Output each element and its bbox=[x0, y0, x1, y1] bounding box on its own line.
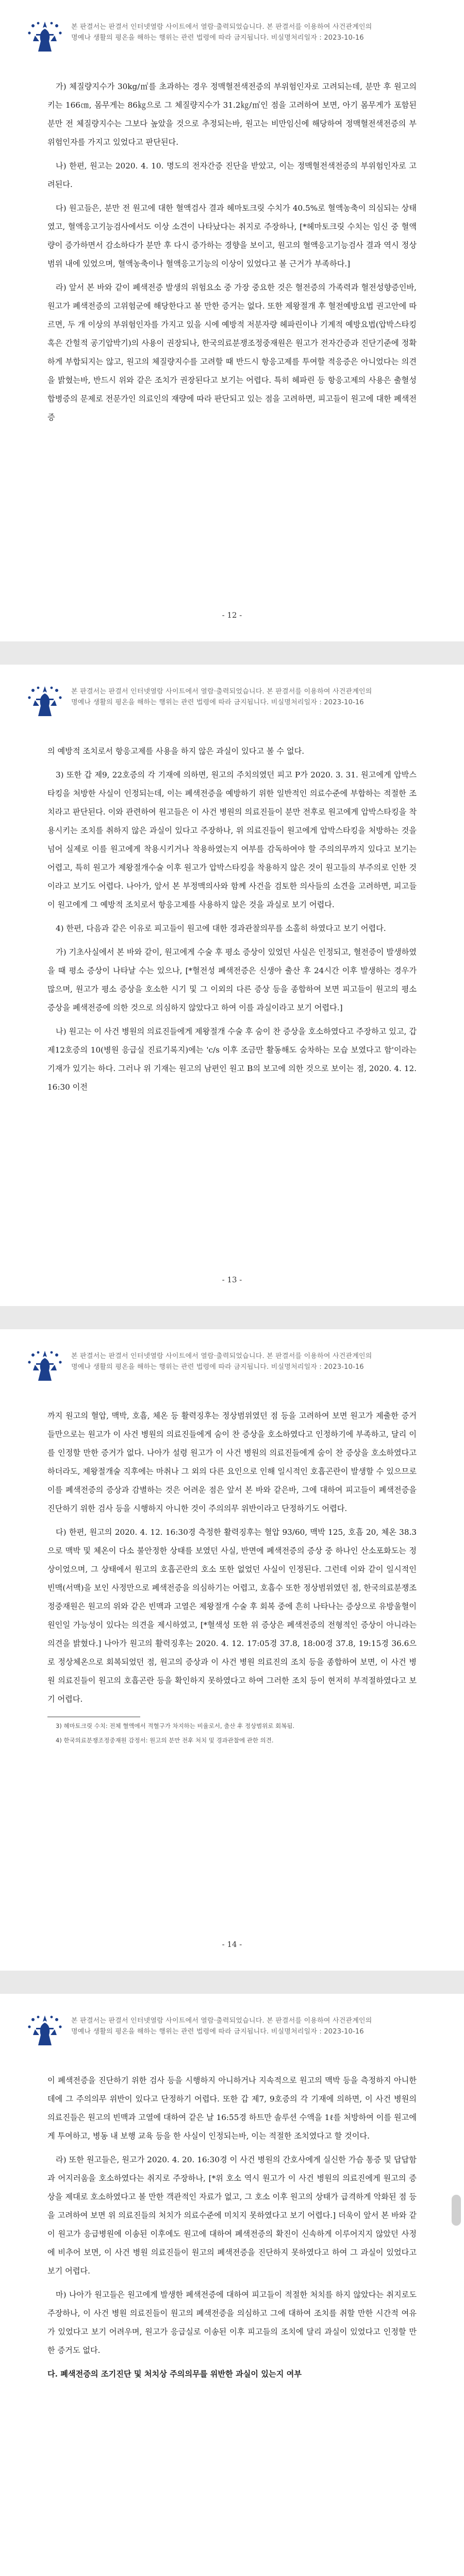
document-page bbox=[0, 0, 464, 641]
paragraph: 이 폐색전증을 진단하기 위한 검사 등을 시행하지 아니하거나 지속적으로 원고의 맥박 등을 측정하지 아니한 데에 그 주의의무 위반이 있다고 단정하기 어렵다. 또한 갑 제7, 9호증의 각 기재에 의하면, 이 사건 병원의 의료진들은 원고의 빈맥과 고열에 대하여 같은 날 16:55경 하트만 솔루션 수액을 1ℓ를 처방하여 이를 원고에게 투여하고, 병동 내 보행 교육 등을 한 사실이 인정되는바, 이는 적절한 조치였다고 할 것이다. bbox=[47, 2076, 417, 2141]
page-header bbox=[25, 683, 439, 719]
page-divider bbox=[0, 1971, 464, 1994]
notice-line-2: 명예나 생활의 평온을 해하는 행위는 관련 법령에 따라 금지됩니다. 비실명처리일자 : 2023-10-16 bbox=[71, 34, 364, 42]
paragraph: 다) 한편, 원고의 2020. 4. 12. 16:30경 측정한 활력징후는 혈압 93/60, 맥박 125, 호흡 20, 체온 38.3으로 맥박 및 체온이 다소 불안정한 상태를 보였던 사실, 반면에 폐색전증의 증상 중 하나인 산소포화도는 정상이었으며, 그 상태에서 원고의 호흡곤란의 호소 또한 없었던 사실이 인정된다. 그런데 이와 같이 일시적인 빈맥(서맥)을 보인 사정만으로 폐색전증을 의심하기는 어렵고, 호흡수 또한 정상범위였던 점, 한국의료분쟁조정중재원은 원고의 위와 같은 빈맥과 고열은 제왕절개 수술 후 회복 중에 흔히 나타나는 증상으로 유방울혈이 원인일 가능성이 있다는 의견을 제시하였고, [*혈색성 또한 위 증상은 폐색전증의 전형적인 증상이 아니라는 의견을 밝혔다.] 나아가 원고의 활력징후는 2020. 4. 12. 17:05경 37.8, 18:00경 37.8, 19:15경 36.6으로 정상체온으로 회복되었던 점, 원고의 증상과 이 사건 병원 의료진의 조치 등을 종합하여 보면, 이 사건 병원 의료진들이 원고의 호흡곤란 등을 확인하지 못하였다고 하여 그러한 조치 등이 현저히 부적절하였다고 보기 어렵다. bbox=[47, 1528, 417, 1704]
court-logo-icon bbox=[25, 2012, 65, 2048]
paragraph: 3) 또한 갑 제9, 22호증의 각 기재에 의하면, 원고의 주치의였던 피고 P가 2020. 3. 31. 원고에게 압박스타킹을 처방한 사실이 인정되는데, 이는 폐색전증을 예방하기 위한 일반적인 의료수준에 부합하는 적절한 조치라고 판단된다. 이와 관련하여 원고들은 이 사건 병원의 의료진들이 분만 전후로 원고에게 압박스타킹을 착용시키는 조치를 취하지 않은 과실이 있다고 주장하나, 위 의료진들이 원고에게 압박스타킹을 처방하는 것을 넘어 실제로 이를 원고에게 착용시키거나 착용하였는지 여부를 감독하여야 할 주의의무까지 있다고 보기는 어렵고, 특히 원고가 제왕절개수술 이후 원고가 압박스타킹을 착용하지 않은 것이 원고들의 부주의로 인한 것이라고 보기도 어렵다. 나아가, 앞서 본 부정맥의사와 함께 사건을 검토한 의사들의 소견을 고려하면, 피고들이 원고에게 그 예방적 조치로서 항응고제를 사용하지 않은 것을 과실로 보기 어렵다. bbox=[47, 770, 417, 909]
notice-line-1: 본 판결서는 판결서 인터넷열람 사이트에서 열람·출력되었습니다. 본 판결서를 이용하여 사건관계인의 bbox=[71, 688, 372, 696]
paragraph: 가) 체질량지수가 30kg/㎡를 초과하는 경우 정맥혈전색전증의 부위험인자로 고려되는데, 분만 후 원고의 키는 166㎝, 몸무게는 86㎏으로 그 체질량지수가 31.2㎏/㎡인 점을 고려하여 보면, 아기 몸무게가 포함된 분만 전 체질량지수는 그보다 높았을 것으로 추정되는바, 원고는 비만임신에 해당하여 정맥혈전색전증의 부위험인자를 가지고 있었다고 판단된다. bbox=[47, 82, 417, 147]
paragraph: 나) 한편, 원고는 2020. 4. 10. 명도의 전자간증 진단을 받았고, 이는 정맥혈전색전증의 부위험인자로 고려된다. bbox=[47, 161, 417, 189]
paragraph: 라) 앞서 본 바와 같이 폐색전증 발생의 위험요소 중 가장 중요한 것은 혈전증의 가족력과 혈전성향증인바, 원고가 폐색전증의 고위험군에 해당한다고 볼 만한 증거는 없다. 또한 제왕절개 후 혈전예방요법 권고안에 따르면, 두 개 이상의 부위험인자를 가지고 있을 시에 예방적 저분자량 헤파린이나 기계적 예방요법(압박스타킹 혹은 간헐적 공기압박기)의 사용이 권장되나, 한국의료분쟁조정중재원은 원고가 전자간증과 진단기준에 정확하게 부합되지는 않고, 원고의 체질량지수를 고려할 때 반드시 항응고제를 투여할 적응증은 아니었다는 의견을 밝혔는바, 반드시 위와 같은 조치가 권장된다고 보기는 어렵다. 특히 헤파린 등 항응고제의 사용은 출혈성 합병증의 문제로 전문가인 의료인의 재량에 따라 판단되고 있는 점을 고려하면, 피고들이 원고에 대한 폐색전증 bbox=[47, 283, 417, 422]
notice-line-1: 본 판결서는 판결서 인터넷열람 사이트에서 열람·출력되었습니다. 본 판결서를 이용하여 사건관계인의 bbox=[71, 2017, 372, 2025]
paragraph: 다) 원고들은, 분만 전 원고에 대한 혈액검사 결과 헤마토크릿 수치가 40.5%로 혈액농축이 의심되는 상태였고, 혈액응고기능검사에서도 이상 소견이 나타났다는 취지로 주장하나, [*헤마토크릿 수치는 임신 중 혈액량이 증가하면서 감소하다가 분만 후 다시 증가하는 경향을 보이고, 원고의 혈액응고기능검사 결과 역시 정상 범위 내에 있었으며, 혈액농축이나 혈액응고기능의 이상이 있었다고 볼 근거가 부족하다.] bbox=[47, 204, 417, 268]
paragraph: 나) 원고는 이 사건 병원의 의료진들에게 제왕절개 수술 후 숨이 찬 증상을 호소하였다고 주장하고 있고, 갑 제12호증의 10(병원 응급실 진료기록지)에는 'c/s 이후 조금만 활동해도 숨차하는 모습 보였다고 함'이라는 기재가 있기는 하다. 그러나 위 기재는 원고의 남편인 원고 B의 보고에 의한 것으로 보이는 점, 2020. 4. 12. 16:30 이전 bbox=[47, 1027, 417, 1092]
notice-text bbox=[71, 2015, 372, 2037]
notice-text bbox=[71, 1351, 372, 1372]
page-number: - 13 - bbox=[222, 1275, 242, 1284]
paragraph: 라) 또한 원고들은, 원고가 2020. 4. 20. 16:30경 이 사건 병원의 간호사에게 실신한 가슴 통증 및 답답함과 어지러움을 호소하였다는 취지로 주장하나, [*위 호소 역시 원고가 이 사건 병원의 의료진에게 원고의 증상을 제대로 호소하였다고 볼 만한 객관적인 자료가 없고, 그 호소 이후 원고의 상태가 급격하게 악화된 점 등을 고려하여 보면 위 의료진들의 처치가 의료수준에 미치지 못하였다고 보기 어렵다.] 더욱이 앞서 본 바와 같이 원고가 응급병원에 이송된 이후에도 원고에 대하여 폐색전증의 확진이 신속하게 이루어지지 않았던 사정에 비추어 보면, 이 사건 병원 의료진들이 원고의 폐색전증을 진단하지 못하였다고 하여 그 과실이 있었다고 보기 어렵다. bbox=[47, 2155, 417, 2276]
notice-text bbox=[71, 686, 372, 708]
court-logo-icon bbox=[25, 1348, 65, 1384]
paragraph: 의 예방적 조치로서 항응고제를 사용을 하지 않은 과실이 있다고 볼 수 없다. bbox=[47, 747, 305, 756]
document-page bbox=[0, 1994, 464, 2576]
notice-text bbox=[71, 22, 372, 43]
paragraph: 까지 원고의 혈압, 맥박, 호흡, 체온 등 활력징후는 정상범위였던 점 등을 고려하여 보면 원고가 제출한 증거들만으로는 원고가 이 사건 병원의 의료진들에게 숨이 찬 증상을 호소하였다고 인정하기에 부족하고, 달리 이를 인정할 만한 증거가 없다. 나아가 설령 원고가 이 사건 병원의 의료진들에게 숨이 찬 증상을 호소하였다고 하더라도, 제왕절개술 직후에는 마취나 그 외의 다른 요인으로 인해 일시적인 호흡곤란이 발생할 수 있으므로 이를 폐색전증의 증상과 감별하는 것은 어려운 점은 앞서 본 바와 같은바, 그에 대하여 피고들이 폐색전증을 진단하기 위한 검사 등을 시행하지 아니한 것이 주의의무 위반이라고 단정하기도 어렵다. bbox=[47, 1411, 417, 1513]
notice-line-2: 명예나 생활의 평온을 해하는 행위는 관련 법령에 따라 금지됩니다. 비실명처리일자 : 2023-10-16 bbox=[71, 1363, 364, 1371]
paragraph: 4) 한편, 다음과 같은 이유로 피고들이 원고에 대한 경과관찰의무를 소홀히 하였다고 보기 어렵다. bbox=[56, 924, 386, 933]
court-logo-icon bbox=[25, 19, 65, 55]
page-divider bbox=[0, 1306, 464, 1329]
page-header bbox=[25, 1348, 439, 1384]
court-logo-icon bbox=[25, 683, 65, 719]
notice-line-1: 본 판결서는 판결서 인터넷열람 사이트에서 열람·출력되었습니다. 본 판결서를 이용하여 사건관계인의 bbox=[71, 1352, 372, 1360]
paragraph: 가) 기초사실에서 본 바와 같이, 원고에게 수술 후 평소 증상이 있었던 사실은 인정되고, 혈전증이 발생하였을 때 평소 증상이 나타날 수는 있으나, [*혈전성 폐색전증은 신생아 출산 후 24시간 이후 발생하는 경우가 많으며, 원고가 평소 증상을 호소한 시기 및 그 이외의 다른 증상 등을 종합하여 보면 피고들이 원고의 평소 증상을 폐색전증에 의한 것으로 의심하지 않았다고 하여 이를 과실이라고 보기 어렵다.] bbox=[47, 947, 417, 1012]
document-page bbox=[0, 1329, 464, 1971]
page-number: - 12 - bbox=[222, 611, 242, 620]
notice-line-2: 명예나 생활의 평온을 해하는 행위는 관련 법령에 따라 금지됩니다. 비실명처리일자 : 2023-10-16 bbox=[71, 699, 364, 706]
page-divider bbox=[0, 641, 464, 665]
page-number: - 14 - bbox=[222, 1940, 242, 1949]
notice-line-2: 명예나 생활의 평온을 해하는 행위는 관련 법령에 따라 금지됩니다. 비실명처리일자 : 2023-10-16 bbox=[71, 2028, 364, 2036]
paragraph: 마) 나아가 원고들은 원고에게 발생한 폐색전증에 대하여 피고들이 적절한 처치를 하지 않았다는 취지로도 주장하나, 이 사건 병원 의료진들이 원고의 폐색전증을 의심하고 그에 대하여 조치를 취할 만한 시간적 여유가 있었다고 보기 어려우며, 원고가 응급실로 이송된 이후 피고들의 조치에 달리 과실이 있었다고 인정할 만한 증거도 없다. bbox=[47, 2290, 417, 2355]
notice-line-1: 본 판결서는 판결서 인터넷열람 사이트에서 열람·출력되었습니다. 본 판결서를 이용하여 사건관계인의 bbox=[71, 23, 372, 31]
page-header bbox=[25, 19, 439, 55]
page-body bbox=[47, 742, 417, 1101]
scrollbar-handle[interactable] bbox=[452, 2195, 461, 2226]
footnote: 3) 헤마토크릿 수치: 전체 혈액에서 적혈구가 차지하는 비율로서, 출산 후 정상범위로 회복됨. bbox=[56, 1722, 295, 1730]
footnote: 4) 한국의료분쟁조정중재원 감정서: 원고의 분만 전후 처치 및 경과관찰에 관한 의견. bbox=[56, 1737, 274, 1744]
page-header bbox=[25, 2012, 439, 2048]
document-page bbox=[0, 665, 464, 1306]
page-body bbox=[47, 77, 417, 432]
page-body bbox=[47, 2071, 417, 2388]
page-body bbox=[47, 1406, 417, 1750]
section-heading: 다. 폐색전증의 조기진단 및 처치상 주의의무를 위반한 과실이 있는지 여부 bbox=[47, 2369, 302, 2379]
